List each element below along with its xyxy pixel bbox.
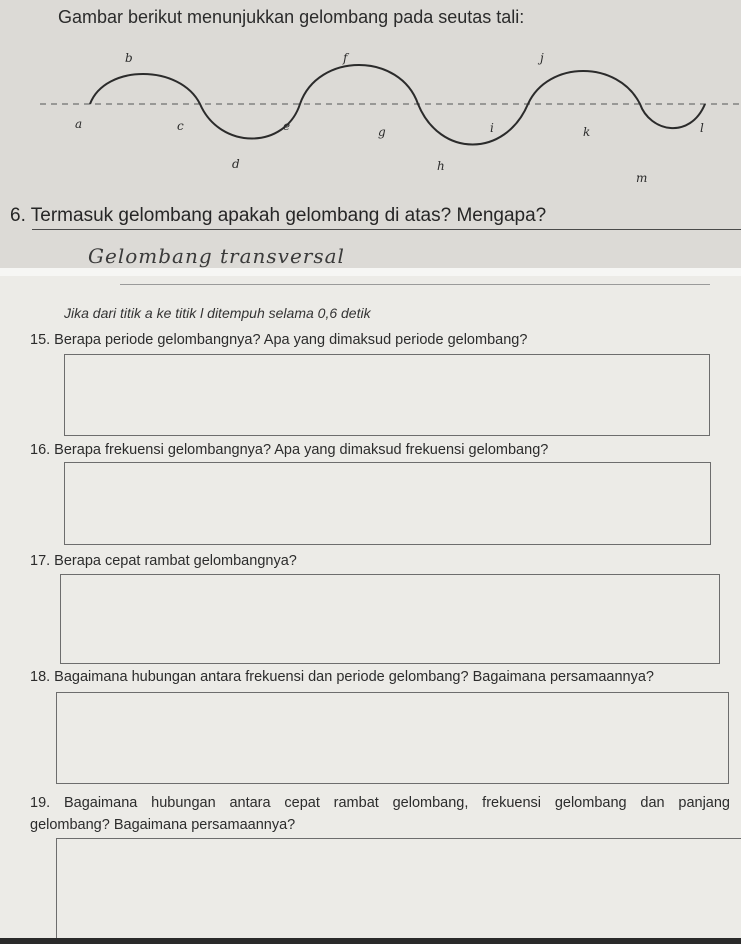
answer-box-16[interactable] bbox=[64, 462, 711, 545]
question-19-line-2: gelombang? Bagaimana persamaannya? bbox=[30, 817, 296, 833]
question-19-line-1: 19. Bagaimana hubungan antara cepat rambat gelombang, frekuensi gelombang dan panjang bbox=[30, 795, 730, 811]
question-15: 15. Berapa periode gelombangnya? Apa yang dimaksud periode gelombang? bbox=[30, 332, 528, 348]
question-17: 17. Berapa cepat rambat gelombangnya? bbox=[30, 553, 297, 569]
answer-box-18[interactable] bbox=[56, 692, 729, 784]
question-6: 6. Termasuk gelombang apakah gelombang di atas? Mengapa? bbox=[10, 205, 547, 226]
wave-label-h: h bbox=[437, 159, 445, 173]
wave-label-g: g bbox=[378, 125, 386, 139]
page-gap bbox=[0, 268, 741, 276]
wave-label-k: k bbox=[583, 125, 591, 139]
wave-label-l: l bbox=[700, 121, 704, 135]
context-text: Jika dari titik a ke titik l ditempuh selama 0,6 detik bbox=[64, 305, 371, 321]
wave-label-j: j bbox=[540, 51, 544, 65]
wave-label-a: a bbox=[75, 117, 83, 131]
answer-box-17[interactable] bbox=[60, 574, 720, 664]
wave-label-e: e bbox=[283, 119, 291, 133]
wave-label-m: m bbox=[636, 171, 648, 185]
wave-diagram bbox=[0, 40, 741, 200]
wave-label-i: i bbox=[490, 121, 494, 135]
answer-6-handwritten: Gelombang transversal bbox=[88, 244, 345, 268]
wave-label-d: d bbox=[232, 157, 240, 171]
wave-label-c: c bbox=[177, 119, 184, 133]
intro-text: Gambar berikut menunjukkan gelombang pada seutas tali: bbox=[58, 7, 525, 27]
answer-box-15[interactable] bbox=[64, 354, 710, 436]
cutoff-text-line bbox=[120, 276, 710, 285]
wave-label-f: f bbox=[343, 51, 348, 65]
question-18: 18. Bagaimana hubungan antara frekuensi dan periode gelombang? Bagaimana persamaannya? bbox=[30, 669, 654, 685]
wave-label-b: b bbox=[125, 51, 133, 65]
question-16: 16. Berapa frekuensi gelombangnya? Apa yang dimaksud frekuensi gelombang? bbox=[30, 442, 549, 458]
bottom-edge bbox=[0, 938, 741, 944]
answer-box-19[interactable] bbox=[56, 838, 741, 940]
